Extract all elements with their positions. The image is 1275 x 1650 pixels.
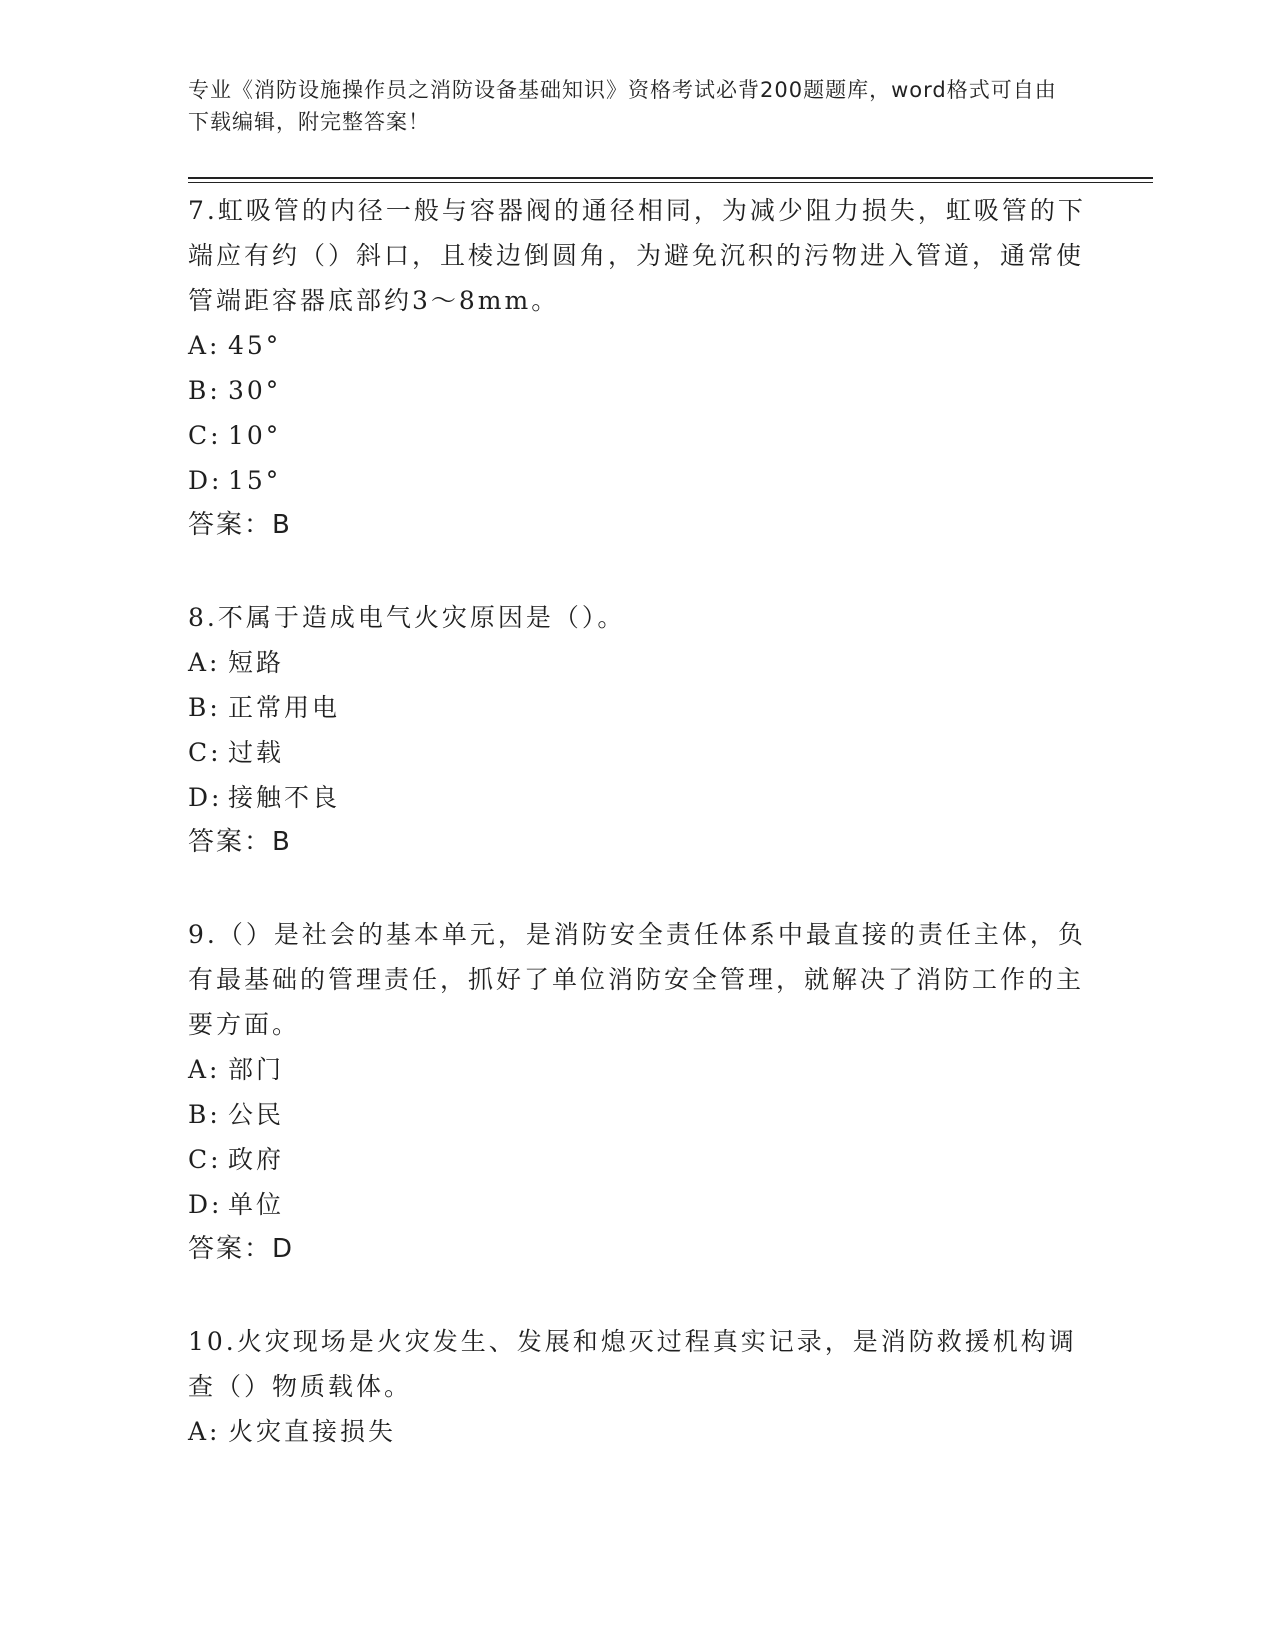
answer-line: 答案：B bbox=[188, 510, 292, 540]
option-text: 过载 bbox=[228, 738, 285, 767]
question-list bbox=[188, 188, 1088, 1454]
option-letter: B: bbox=[188, 693, 221, 722]
option-b bbox=[188, 368, 1088, 413]
question-stem: 8.不属于造成电气火灾原因是（）。 bbox=[188, 603, 626, 632]
option-letter: A: bbox=[188, 1055, 221, 1084]
option-b bbox=[188, 1092, 1088, 1137]
option-text: 15° bbox=[228, 466, 282, 495]
option-text: 接触不良 bbox=[228, 783, 341, 812]
option-text: 正常用电 bbox=[228, 693, 341, 722]
option-letter: C: bbox=[188, 421, 222, 450]
option-b bbox=[188, 685, 1088, 730]
option-d bbox=[188, 1182, 1088, 1227]
option-c bbox=[188, 730, 1088, 775]
answer-line: 答案：D bbox=[188, 1234, 295, 1264]
option-text: 45° bbox=[228, 331, 282, 360]
option-a bbox=[188, 323, 1088, 368]
spacer bbox=[188, 865, 1088, 912]
option-letter: D: bbox=[188, 1190, 223, 1219]
option-letter: B: bbox=[188, 376, 221, 405]
answer-line: 答案：B bbox=[188, 827, 292, 857]
option-letter: D: bbox=[188, 783, 223, 812]
option-text: 火灾直接损失 bbox=[228, 1417, 397, 1446]
option-a bbox=[188, 1409, 1088, 1454]
option-c bbox=[188, 413, 1088, 458]
option-a bbox=[188, 640, 1088, 685]
question-10 bbox=[188, 1319, 1088, 1454]
option-text: 短路 bbox=[228, 648, 285, 677]
option-letter: C: bbox=[188, 738, 222, 767]
header-divider-thin bbox=[188, 182, 1153, 183]
option-d bbox=[188, 775, 1088, 820]
option-text: 30° bbox=[228, 376, 282, 405]
header-divider-thick bbox=[188, 177, 1153, 179]
question-8 bbox=[188, 595, 1088, 865]
option-text: 单位 bbox=[228, 1190, 285, 1219]
option-letter: A: bbox=[188, 648, 221, 677]
option-a bbox=[188, 1047, 1088, 1092]
option-letter: A: bbox=[188, 1417, 221, 1446]
option-letter: B: bbox=[188, 1100, 221, 1129]
question-stem: 7.虹吸管的内径一般与容器阀的通径相同，为减少阻力损失，虹吸管的下端应有约（）斜口，且棱边倒圆角，为避免沉积的污物进入管道，通常使管端距容器底部约3～8mm。 bbox=[188, 196, 1086, 315]
option-text: 10° bbox=[228, 421, 282, 450]
option-c bbox=[188, 1137, 1088, 1182]
spacer bbox=[188, 548, 1088, 595]
option-letter: C: bbox=[188, 1145, 222, 1174]
spacer bbox=[188, 1272, 1088, 1319]
option-text: 部门 bbox=[228, 1055, 285, 1084]
question-7 bbox=[188, 188, 1088, 548]
option-letter: A: bbox=[188, 331, 221, 360]
option-text: 公民 bbox=[228, 1100, 285, 1129]
question-stem: 10.火灾现场是火灾发生、发展和熄灭过程真实记录，是消防救援机构调查（）物质载体。 bbox=[188, 1327, 1077, 1401]
page-header: 专业《消防设施操作员之消防设备基础知识》资格考试必背200题题库，word格式可自由下载编辑，附完整答案！ bbox=[188, 78, 1057, 134]
question-9 bbox=[188, 912, 1088, 1272]
option-d bbox=[188, 458, 1088, 503]
question-stem: 9.（）是社会的基本单元，是消防安全责任体系中最直接的责任主体，负有最基础的管理责任，抓好了单位消防安全管理，就解决了消防工作的主要方面。 bbox=[188, 920, 1086, 1039]
option-text: 政府 bbox=[228, 1145, 285, 1174]
option-letter: D: bbox=[188, 466, 223, 495]
